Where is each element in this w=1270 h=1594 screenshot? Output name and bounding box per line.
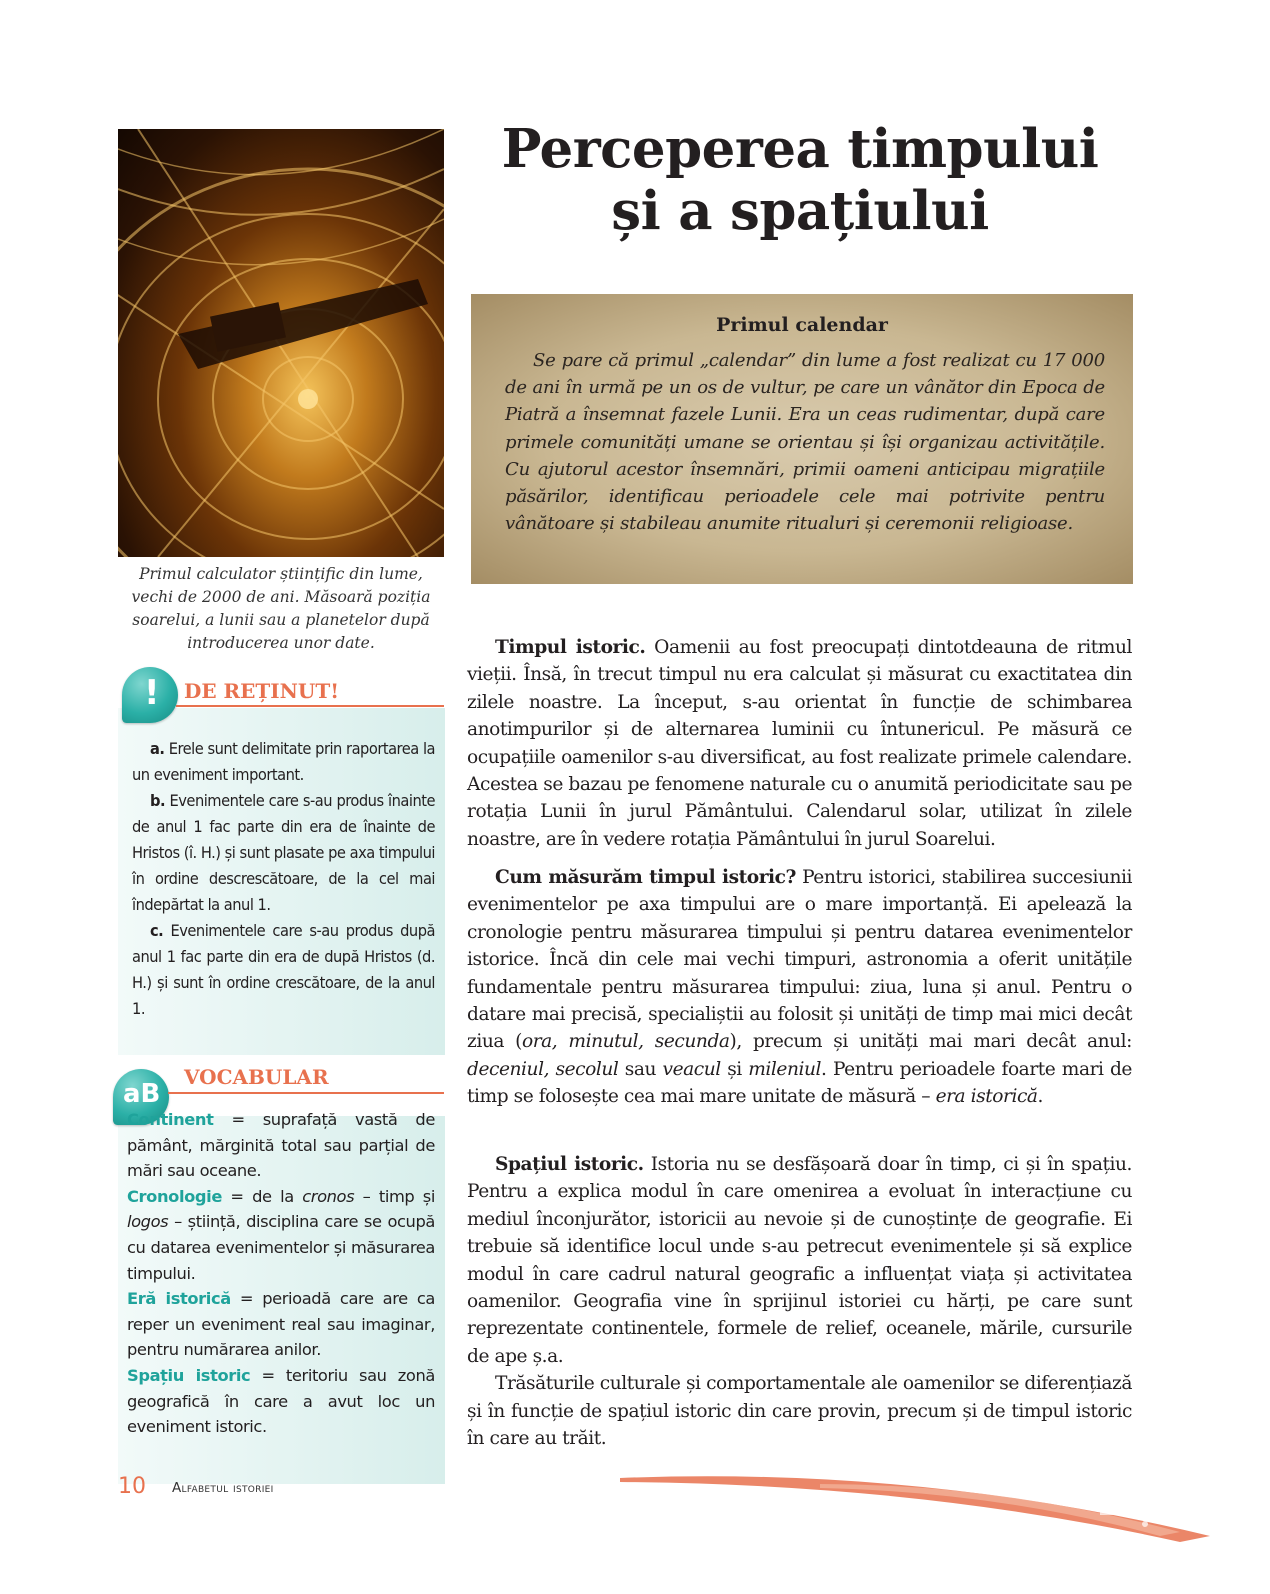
retinut-item: a. Erele sunt delimitate prin raportarea la un eveniment important. xyxy=(132,739,435,784)
alphabet-icon: aB xyxy=(113,1069,169,1125)
retinut-title: DE REȚINUT! xyxy=(184,679,340,703)
retinut-item: c. Evenimentele care s-au produs după anul 1 fac parte din era de după Hristos (d. H.) și sunt în ordine crescătoare, de la anul 1. xyxy=(132,921,435,1018)
decorative-swoosh xyxy=(620,1466,1220,1546)
vocab-entry: Spațiu istoric = teritoriu sau zonă geografică în care a avut loc un eveniment istoric. xyxy=(127,1365,435,1437)
retinut-item: b. Evenimentele care s-au produs înainte de anul 1 fac parte din era de înainte de Hristos (î. H.) și sunt plasate pe axa timpului în ordine descrescătoare, de la cel mai îndepărtat la anul 1. xyxy=(132,791,435,914)
astrolabe-photo xyxy=(118,129,444,557)
vocabular-list xyxy=(127,1107,435,1440)
retinut-list xyxy=(132,736,435,1022)
page-number: 10 xyxy=(118,1474,146,1499)
retinut-divider xyxy=(176,705,444,707)
vocab-entry: Cronologie = de la cronos – timp și logos – știință, disciplina care se ocupă cu datarea evenimentelor și măsurarea timpului. xyxy=(127,1186,435,1283)
page-title: Perceperea timpului și a spațiului xyxy=(501,118,1099,242)
astrolabe-illustration xyxy=(118,129,444,557)
paragraph-trasaturi: Trăsăturile culturale și comportamentale ale oamenilor se diferențiază și în funcție de spațiul istoric din care provin, precum și de timpul istoric în care au trăit. xyxy=(467,1373,1132,1450)
vocab-entry: Continent = suprafață vastă de pământ, mărginită total sau parțial de mări sau oceane. xyxy=(127,1110,435,1181)
paragraph-spatiul-istoric: Spațiul istoric. Istoria nu se desfășoară doar în timp, ci și în spațiu. Pentru a explica modul în care omenirea a evoluat în interacțiune cu mediul înconjurător, istoricii au nevoie și de cunoștințe de geografie. Ei trebuie să identifice locul unde s-au petrecut evenimentele și să explice modul în care cadrul natural geografic a influențat viața și activitatea oamenilor. Geografia vine în sprijinul istoriei cu hărți, pe care sunt reprezentate continentele, formele de relief, oceanele, mările, cursurile de ape ș.a. Trăsăturile culturale și comportamentale ale oamenilor se diferențiază și în funcție de spațiul istoric din care provin, precum și de timpul istoric în care au trăit. xyxy=(467,1151,1132,1452)
calendar-title: Primul calendar xyxy=(716,314,888,336)
running-footer: Alfabetul istoriei xyxy=(172,1480,274,1496)
vocabular-divider xyxy=(168,1092,444,1094)
figure-caption: Primul calculator științific din lume, vechi de 2000 de ani. Măsoară poziția soarelui, a lunii sau a planetelor după introducerea unor date. xyxy=(131,565,431,652)
vocabular-title: VOCABULAR xyxy=(184,1065,329,1089)
vocab-entry: Eră istorică = perioadă care are ca reper un eveniment real sau imaginar, pentru numărarea anilor. xyxy=(127,1289,435,1360)
calendar-text: Se pare că primul „calendar” din lume a fost realizat cu 17 000 de ani în urmă pe un os de vultur, pe care un vânător din Epoca de Piatră a însemnat fazele Lunii. Era un ceas rudimentar, după care primele comunități umane se orientau și își organizau activitățile. Cu ajutorul acestor însemnări, primii oameni anticipau migrațiile păsărilor, identificau perioadele cele mai potrivite pentru vânătoare și stabileau anumite ritualuri și ceremonii religioase. xyxy=(505,350,1105,535)
paragraph-timpul-istoric: Timpul istoric. Oamenii au fost preocupați dintotdeauna de ritmul vieții. Însă, în trecut timpul nu era calculat și măsurat cu exactitatea din zilele noastre. La început, s-au orientat în funcție de schimbarea anotimpurilor și de alternarea luminii cu întunericul. Pe măsură ce ocupațiile oamenilor s-au diversificat, au fost realizate primele calendare. Acestea se bazau pe fenomene naturale cu o anumită periodicitate sau pe rotația Lunii în jurul Pământului. Calendarul solar, utilizat în zilele noastre, are în vedere rotația Pământului în jurul Soarelui. xyxy=(467,637,1132,850)
paragraph-masurare-timp: Cum măsurăm timpul istoric? Pentru istorici, stabilirea succesiunii evenimentelor pe axa timpului are o mare importanță. Ei apelează la cronologie pentru măsurarea timpului și pentru datarea evenimentelor istorice. Încă din cele mai vechi timpuri, astronomia a oferit unitățile fundamentale pentru măsurarea timpului: ziua, luna și anul. Pentru o datare mai precisă, specialiștii au folosit și unități de timp mai mici decât ziua (ora, minutul, secunda), precum și unități mai mari decât anul: deceniul, secolul sau veacul și mileniul. Pentru perioadele foarte mari de timp se folosește cea mai mare unitate de măsură – era istorică. xyxy=(467,867,1132,1108)
exclamation-icon: ! xyxy=(122,667,178,723)
